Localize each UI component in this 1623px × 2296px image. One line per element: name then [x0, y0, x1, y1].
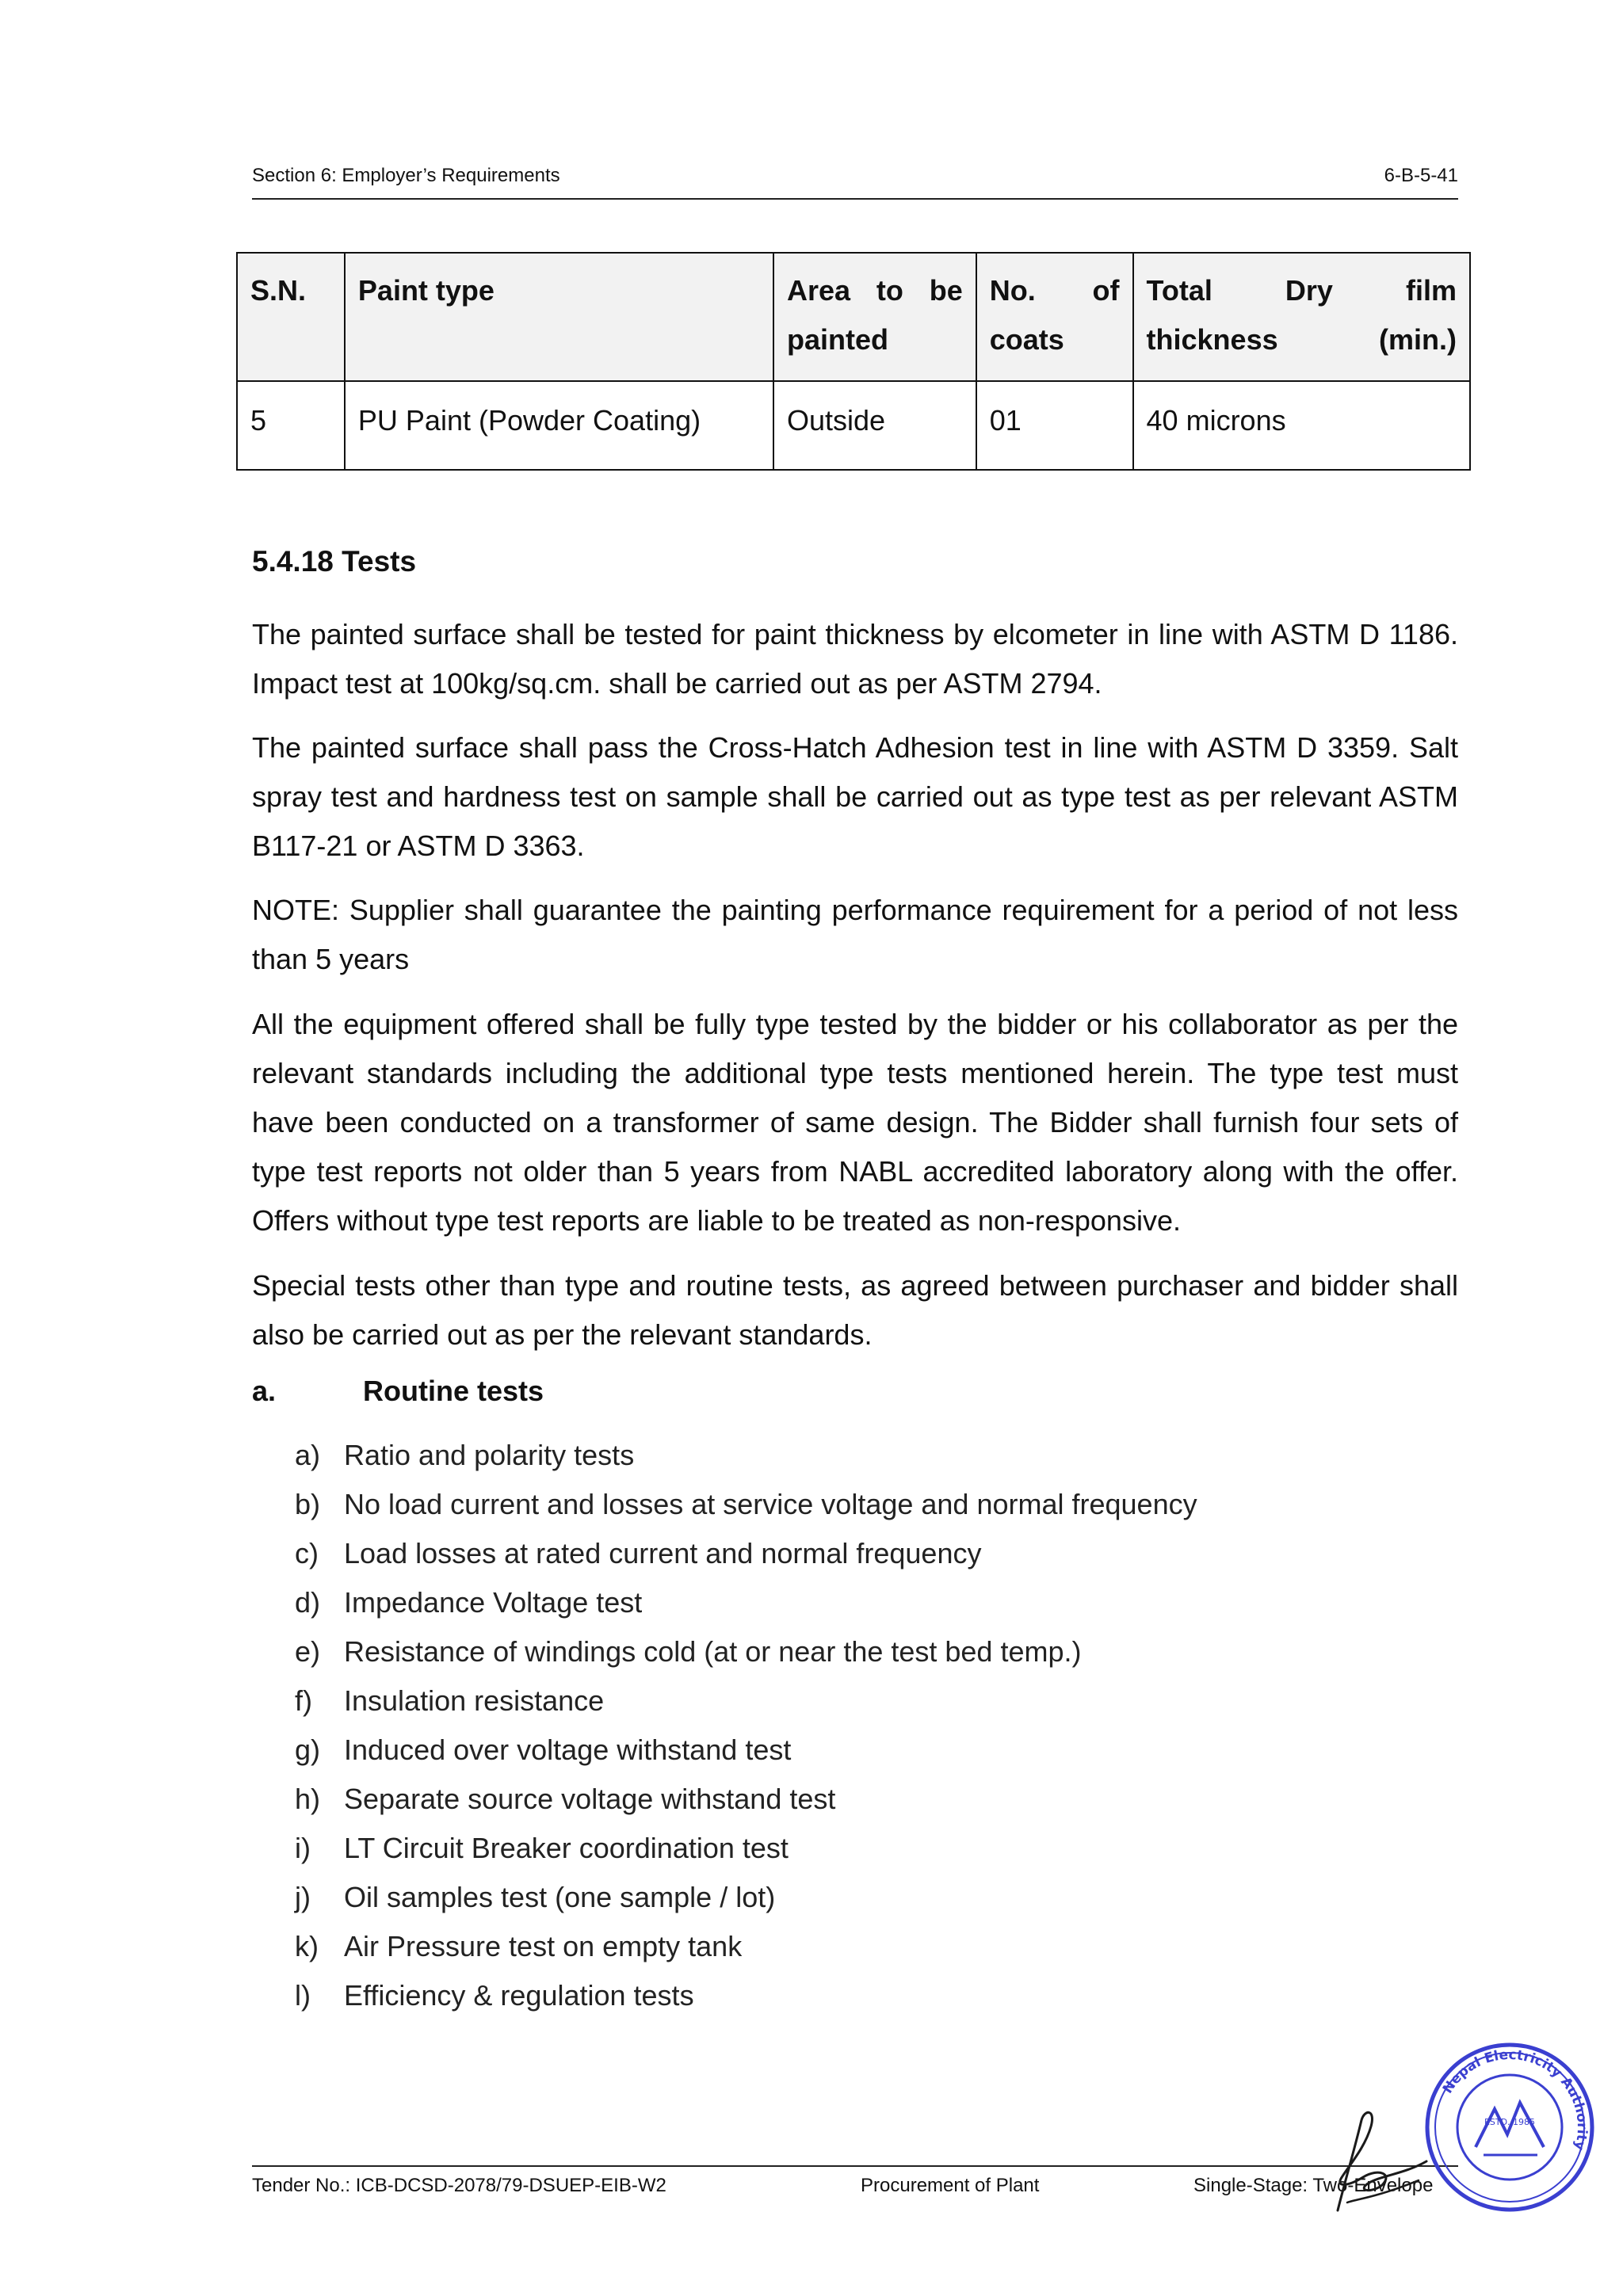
table-cell-sn: 5 — [237, 381, 345, 470]
list-item — [295, 1824, 1197, 1873]
table-cell-paint-type: PU Paint (Powder Coating) — [345, 381, 773, 470]
routine-tests-heading — [252, 1375, 544, 1408]
table-cell-thickness: 40 microns — [1133, 381, 1470, 470]
section-heading: 5.4.18 Tests — [252, 545, 417, 578]
footer-stage: Single-Stage: Two-Envelope — [1193, 2175, 1434, 2196]
footer-procurement: Procurement of Plant — [861, 2175, 1040, 2196]
list-item-text: Resistance of windings cold (at or near the test bed temp.) — [344, 1635, 1082, 1668]
paragraph-note: NOTE: Supplier shall guarantee the painting performance requirement for a period of not less than 5 years — [252, 894, 1458, 975]
paint-table — [236, 252, 1471, 471]
list-item-letter: d) — [295, 1586, 321, 1619]
list-item — [295, 1480, 1197, 1529]
table-cell-coats: 01 — [976, 381, 1133, 470]
table-header-thickness: Total Dry film thickness (min.) — [1133, 253, 1470, 381]
list-item-text: LT Circuit Breaker coordination test — [344, 1832, 789, 1864]
list-item-text: Separate source voltage withstand test — [344, 1783, 836, 1815]
table-header-coats: No. of coats — [976, 253, 1133, 381]
routine-test-list — [295, 1431, 1197, 2020]
list-item-letter: j) — [295, 1881, 311, 1913]
table-header-sn: S.N. — [237, 253, 345, 381]
list-item-text: Ratio and polarity tests — [344, 1439, 635, 1471]
list-item — [295, 1676, 1197, 1726]
list-item — [295, 1775, 1197, 1824]
list-item-letter: b) — [295, 1488, 321, 1520]
list-item-letter: e) — [295, 1635, 321, 1668]
footer-tender-number: Tender No.: ICB-DCSD-2078/79-DSUEP-EIB-W2 — [252, 2175, 666, 2196]
list-item-text: Oil samples test (one sample / lot) — [344, 1881, 776, 1913]
list-item — [295, 1431, 1197, 1480]
list-item-text: Impedance Voltage test — [344, 1586, 643, 1619]
list-item — [295, 1922, 1197, 1971]
list-item-text: Load losses at rated current and normal frequency — [344, 1537, 982, 1569]
list-item-letter: c) — [295, 1537, 319, 1569]
list-item-letter: a) — [295, 1439, 321, 1471]
list-item — [295, 1873, 1197, 1922]
list-item-text: No load current and losses at service voltage and normal frequency — [344, 1488, 1197, 1520]
list-item — [295, 1578, 1197, 1627]
list-item-letter: g) — [295, 1733, 321, 1766]
list-item-letter: h) — [295, 1783, 321, 1815]
header-section-title: Section 6: Employer’s Requirements — [252, 165, 560, 186]
list-item — [295, 1726, 1197, 1775]
table-cell-area: Outside — [773, 381, 976, 470]
page-header — [252, 165, 1458, 200]
table-row — [237, 381, 1470, 470]
stamp-outer-text: Nepal Electricity Authority — [1439, 2046, 1591, 2153]
header-page-number: 6-B-5-41 — [1384, 165, 1458, 186]
svg-text:Nepal Electricity Authority — [1440, 2047, 1590, 2152]
routine-tests-marker: a. — [252, 1375, 277, 1407]
paragraph-adhesion-test: The painted surface shall pass the Cross-Hatch Adhesion test in line with ASTM D 3359. Salt spray test and hardness test on sample shall be carried out as type test as per relevant ASTM B117-21 or ASTM D 3363. — [252, 731, 1458, 862]
list-item — [295, 1627, 1197, 1676]
list-item-letter: i) — [295, 1832, 311, 1864]
page-footer — [252, 2165, 1458, 2196]
list-item-text: Air Pressure test on empty tank — [344, 1930, 743, 1962]
list-item — [295, 1971, 1197, 2020]
authority-seal-icon — [1419, 2036, 1601, 2218]
list-item-letter: l) — [295, 1979, 311, 2012]
paragraph-type-tests: All the equipment offered shall be fully type tested by the bidder or his collaborator as per the relevant standards including the additional type tests mentioned herein. The type test must have been conducted on a transformer of same design. The Bidder shall furnish four sets of type test reports not older than 5 years from NABL accredited laboratory along with the offer. Offers without type test reports are liable to be treated as non-responsive. — [252, 1008, 1458, 1237]
paragraph-special-tests: Special tests other than type and routine tests, as agreed between purchaser and bidder shall also be carried out as per the relevant standards. — [252, 1269, 1458, 1351]
table-header-row — [237, 253, 1470, 381]
list-item-text: Insulation resistance — [344, 1684, 605, 1717]
table-header-area: Area to be painted — [773, 253, 976, 381]
list-item-text: Efficiency & regulation tests — [344, 1979, 694, 2012]
paragraph-paint-thickness: The painted surface shall be tested for paint thickness by elcometer in line with ASTM D 1186. Impact test at 100kg/sq.cm. shall be carried out as per ASTM 2794. — [252, 618, 1458, 700]
list-item-text: Induced over voltage withstand test — [344, 1733, 792, 1766]
routine-tests-title: Routine tests — [363, 1375, 544, 1407]
list-item-letter: k) — [295, 1930, 319, 1962]
signature-icon — [1300, 2092, 1434, 2226]
stamp-inner-text: ESTD. 1985 — [1484, 2117, 1536, 2127]
list-item-letter: f) — [295, 1684, 312, 1717]
table-header-paint-type: Paint type — [345, 253, 773, 381]
list-item — [295, 1529, 1197, 1578]
